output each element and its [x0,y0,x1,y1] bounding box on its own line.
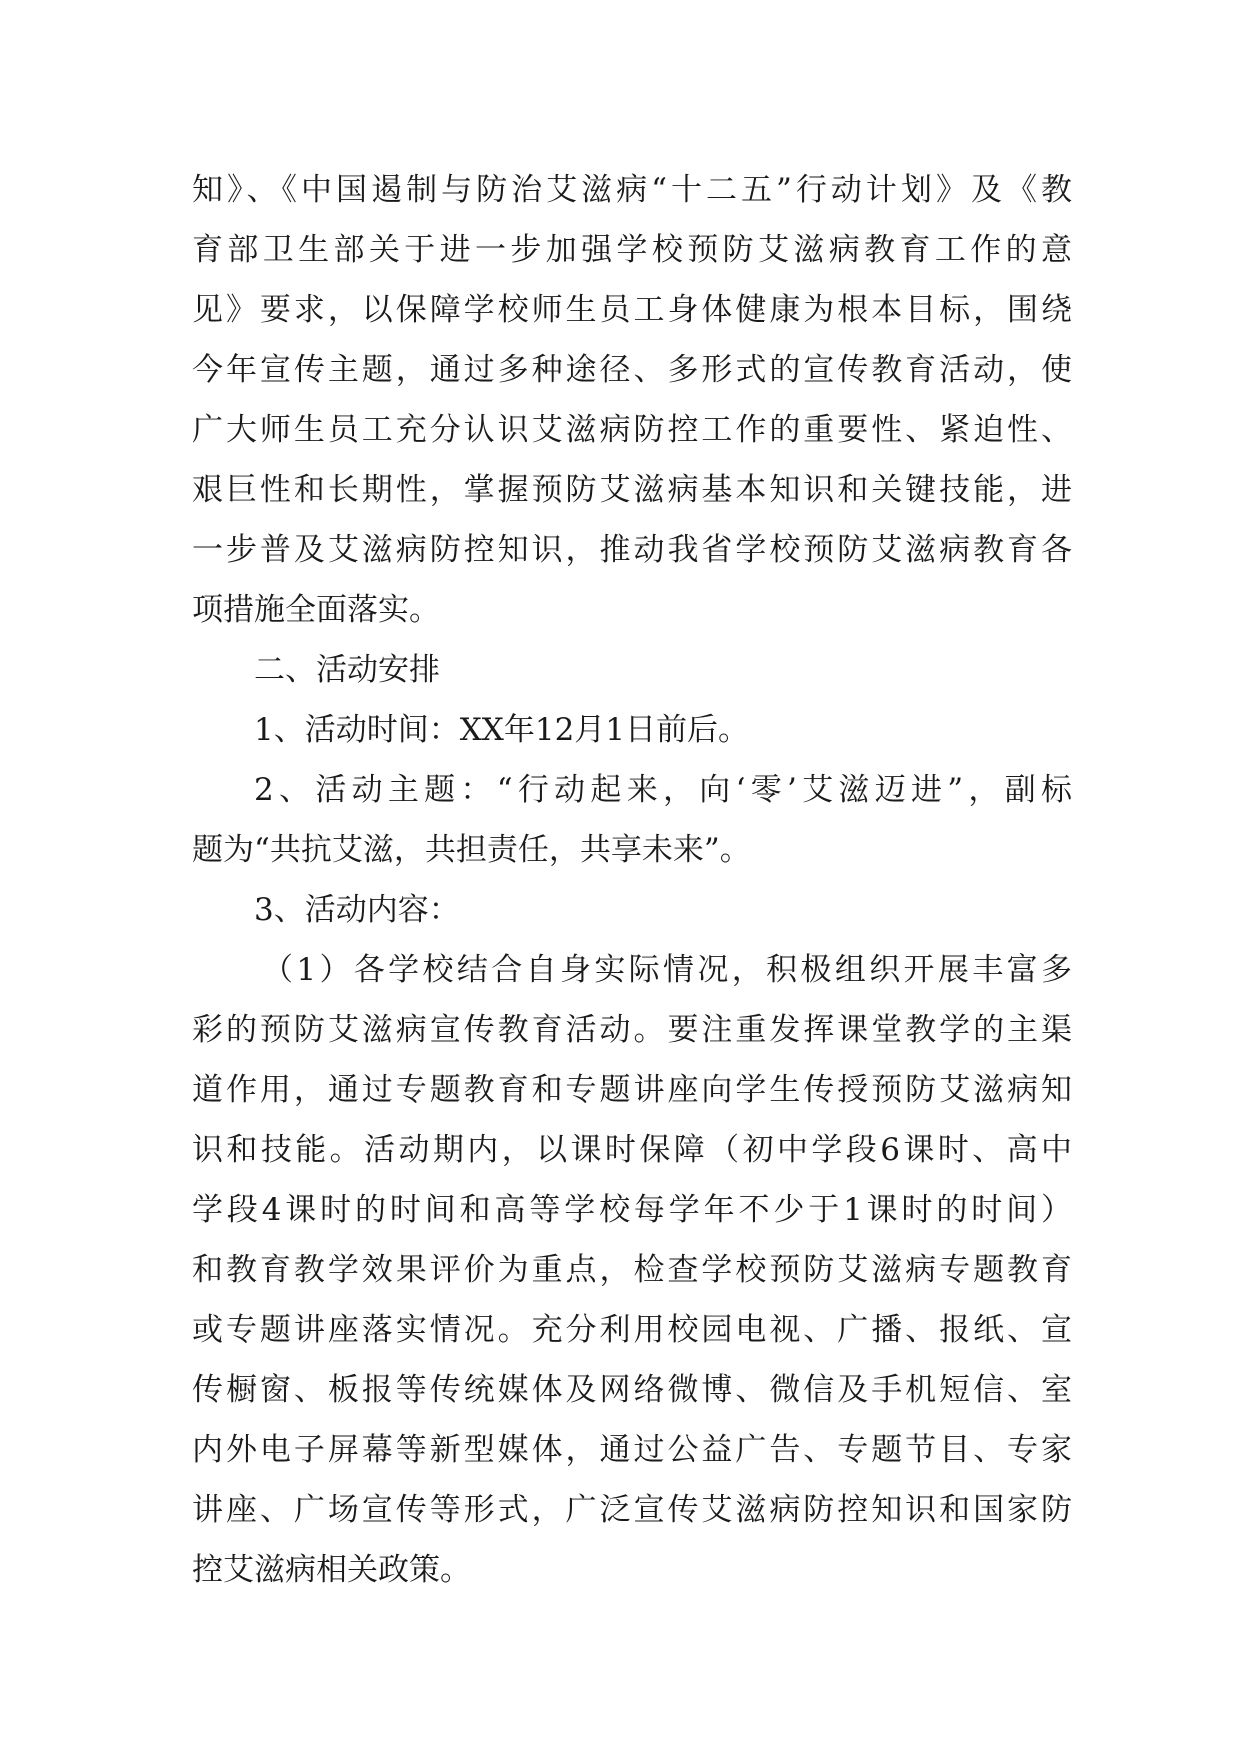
body-line: 艰巨性和长期性，掌握预防艾滋病基本知识和关键技能，进 [192,472,1072,508]
section-heading: 二、活动安排 [254,652,440,688]
body-line: 识和技能。活动期内，以课时保障（初中学段6课时、高中 [192,1132,1072,1168]
body-line: 和教育教学效果评价为重点，检查学校预防艾滋病专题教育 [192,1252,1072,1288]
document-body [192,160,1072,1600]
body-line: 彩的预防艾滋病宣传教育活动。要注重发挥课堂教学的主渠 [192,1012,1072,1048]
body-line: 知》、《中国遏制与防治艾滋病“十二五”行动计划》及《教 [192,172,1072,208]
body-line: 广大师生员工充分认识艾滋病防控工作的重要性、紧迫性、 [192,412,1072,448]
body-line: 见》要求，以保障学校师生员工身体健康为根本目标，围绕 [192,292,1072,328]
activity-theme-continued: 题为“共抗艾滋，共担责任，共享未来”。 [192,832,751,868]
body-line: 传橱窗、板报等传统媒体及网络微博、微信及手机短信、室 [192,1372,1072,1408]
body-line: 一步普及艾滋病防控知识，推动我省学校预防艾滋病教育各 [192,532,1072,568]
body-line: 育部卫生部关于进一步加强学校预防艾滋病教育工作的意 [192,232,1072,268]
body-line: 内外电子屏幕等新型媒体，通过公益广告、专题节目、专家 [192,1432,1072,1468]
activity-time: 1、活动时间：XX年12月1日前后。 [254,712,750,748]
body-line: 学段4课时的时间和高等学校每学年不少于1课时的时间） [192,1192,1072,1228]
body-line: 或专题讲座落实情况。充分利用校园电视、广播、报纸、宣 [192,1312,1072,1348]
body-line: 讲座、广场宣传等形式，广泛宣传艾滋病防控知识和国家防 [192,1492,1072,1528]
content-item-1: （1）各学校结合自身实际情况，积极组织开展丰富多 [262,952,1072,988]
activity-content-heading: 3、活动内容： [254,892,460,928]
body-line: 控艾滋病相关政策。 [192,1552,471,1588]
activity-theme: 2、活动主题：“行动起来，向‘零’艾滋迈进”，副标 [254,772,1072,808]
body-line: 项措施全面落实。 [192,592,440,628]
body-line: 道作用，通过专题教育和专题讲座向学生传授预防艾滋病知 [192,1072,1072,1108]
body-line: 今年宣传主题，通过多种途径、多形式的宣传教育活动，使 [192,352,1072,388]
